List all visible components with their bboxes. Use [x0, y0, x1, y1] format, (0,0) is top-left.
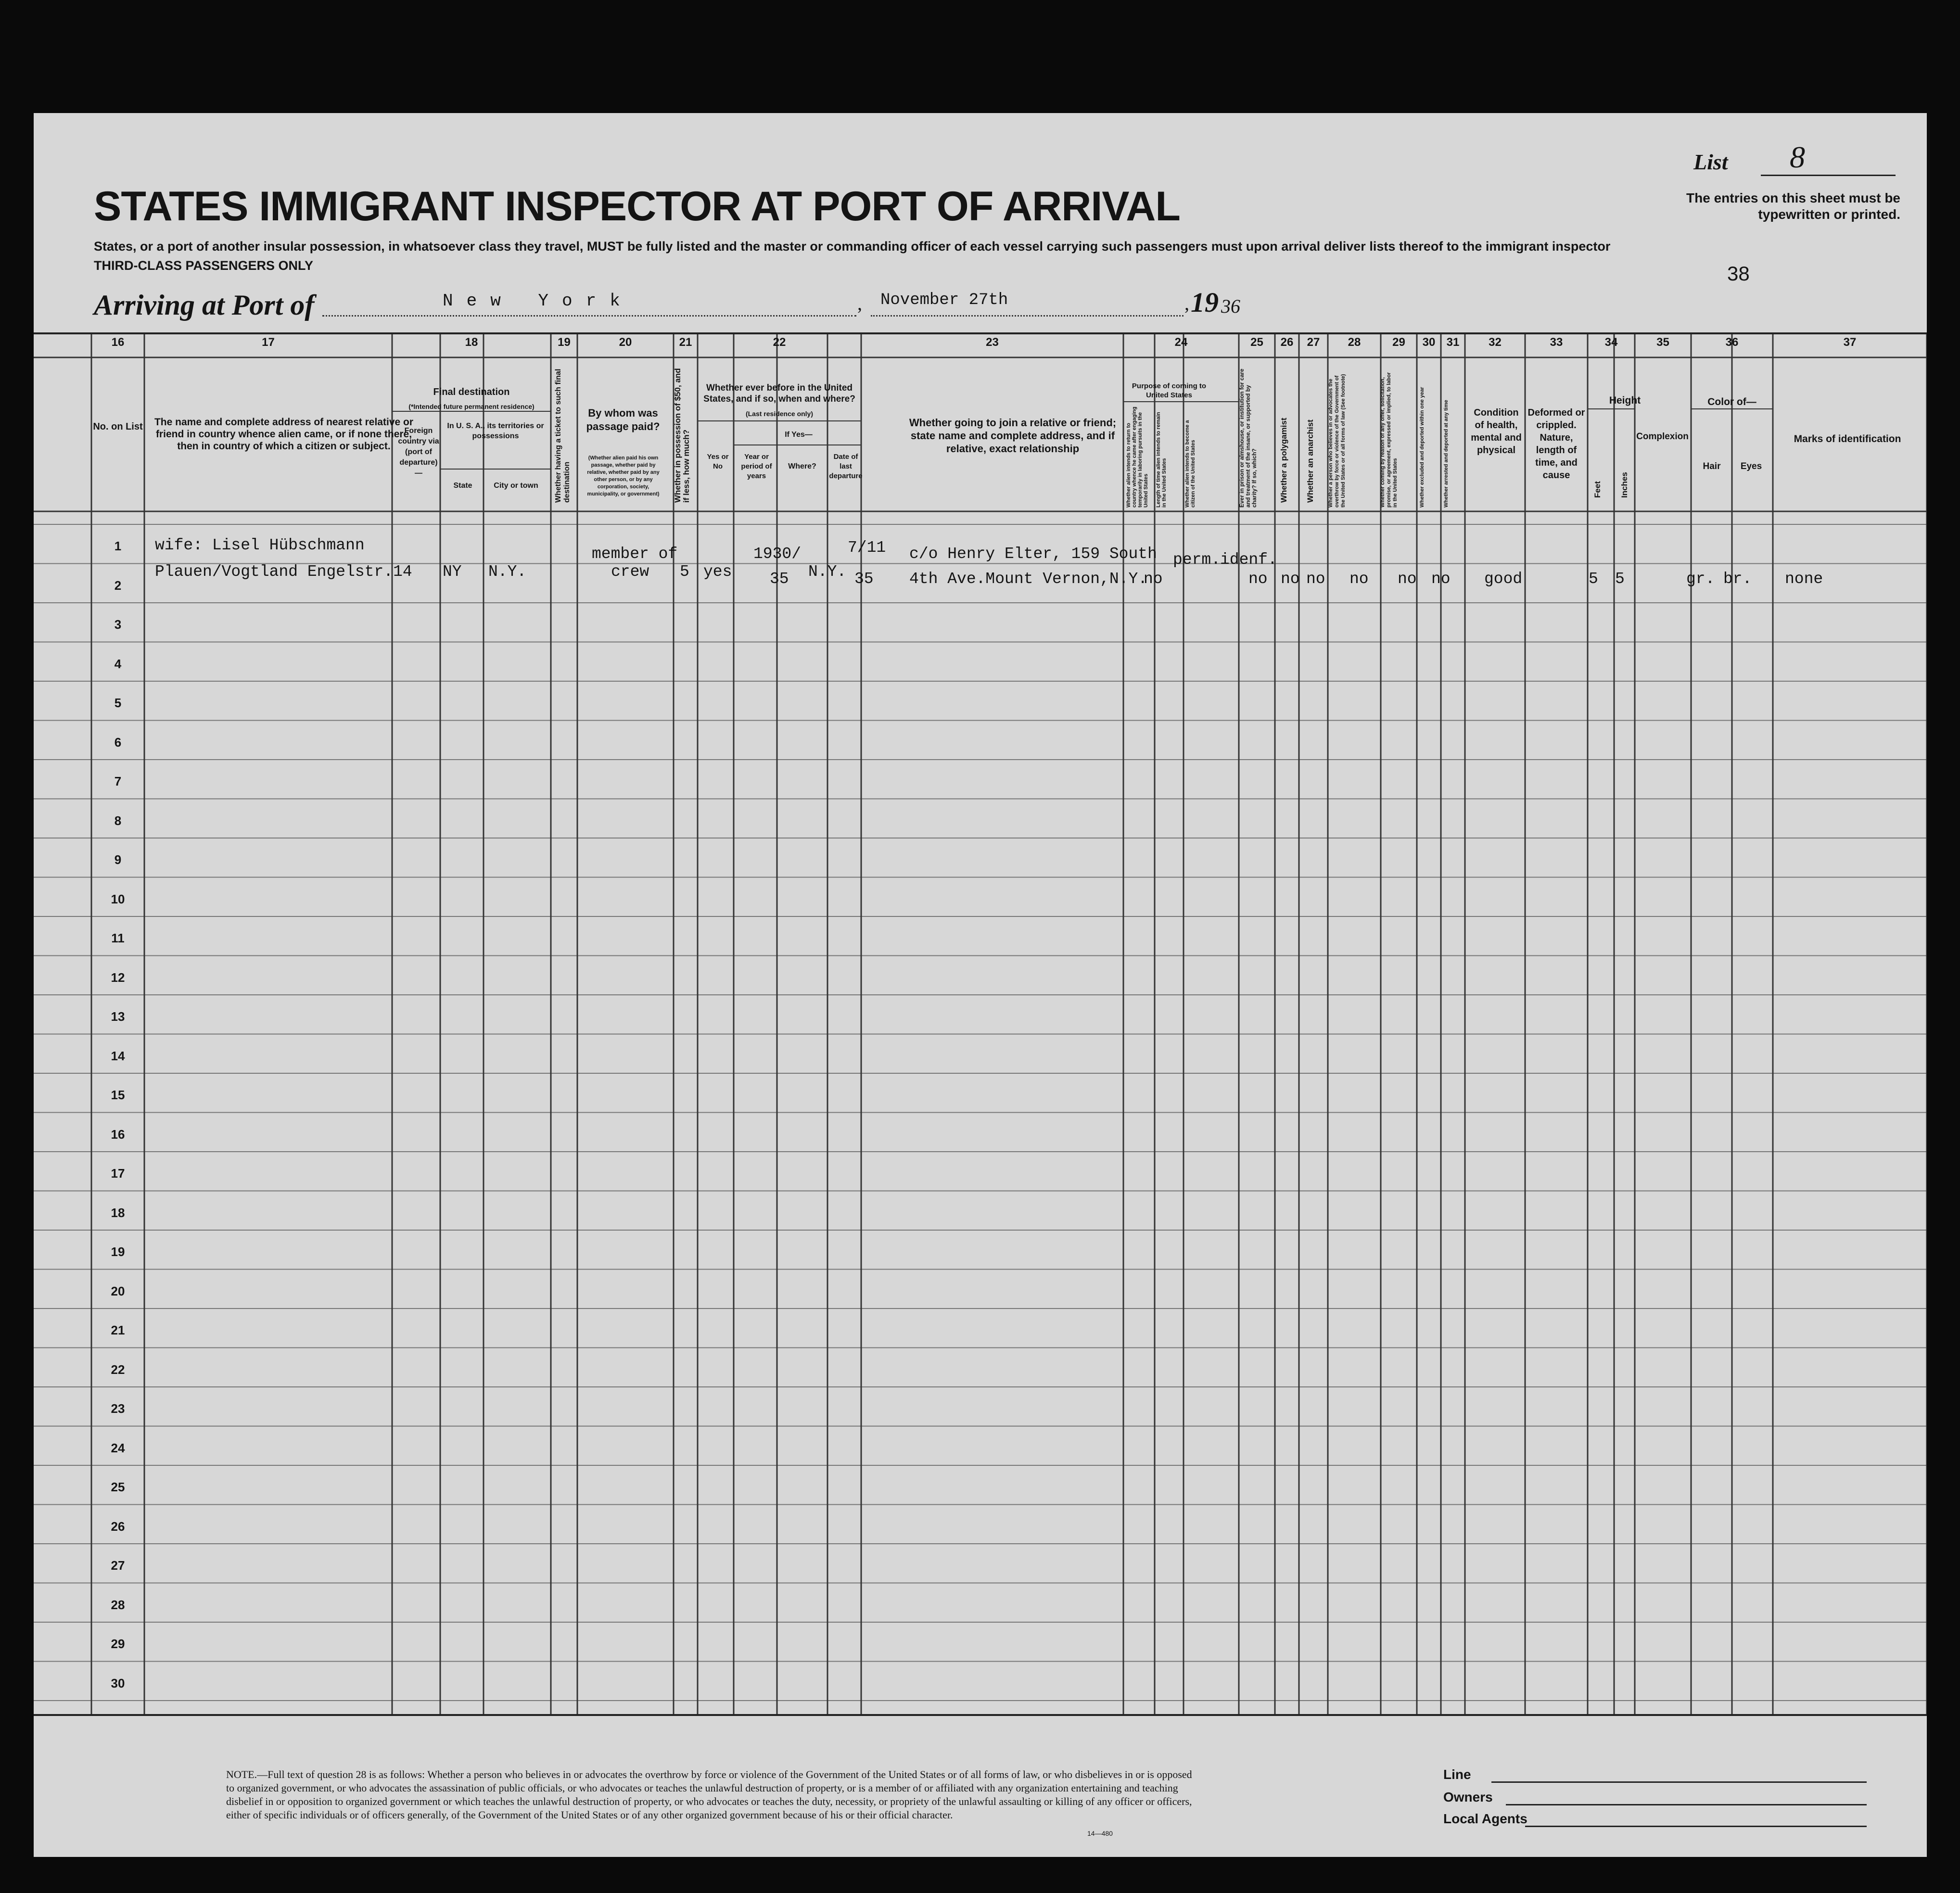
entry-hair: gr. — [1686, 570, 1715, 588]
class-note: THIRD-CLASS PASSENGERS ONLY — [94, 258, 314, 273]
header-no-on-list: No. on List — [93, 421, 143, 432]
header-marks: Marks of identification — [1794, 433, 1901, 445]
entry-before-yes: yes — [703, 563, 732, 581]
arriving-label: Arriving at Port of — [94, 289, 315, 321]
column-number: 23 — [986, 336, 999, 349]
row-number: 23 — [111, 1401, 125, 1416]
arrival-date: November 27th — [880, 291, 1008, 309]
entry-marks: none — [1785, 570, 1823, 588]
row-number: 21 — [111, 1323, 125, 1337]
row-number: 26 — [111, 1519, 125, 1534]
column-number: 18 — [465, 336, 478, 349]
comma: , — [857, 292, 862, 314]
column-number: 36 — [1725, 336, 1739, 349]
header-overthrow: Whether a person who believes in or advocates the overthrow by force or violence of the Government of the United States or of all forms of law (See footnote) — [1328, 374, 1346, 508]
entry-join-line2: 4th Ave.Mount Vernon,N.Y. — [909, 570, 1148, 588]
header-last-departure: Date of last departure — [829, 453, 863, 480]
column-number: 31 — [1446, 336, 1460, 349]
list-label: List — [1693, 150, 1728, 174]
form-number: 14—480 — [1087, 1829, 1113, 1837]
column-number: 27 — [1307, 336, 1320, 349]
row-number: 1 — [114, 539, 122, 553]
header-prison: Ever in prison or almshouse, or institution for care and treatment of the insane, or supported by charity? If so, which? — [1238, 368, 1258, 508]
row-number: 22 — [111, 1362, 125, 1377]
owners-label: Owners — [1443, 1790, 1493, 1804]
column-number: 21 — [679, 336, 692, 349]
row-number: 9 — [114, 852, 122, 867]
row-number: 17 — [111, 1166, 125, 1181]
entry-polygamist: no — [1281, 570, 1300, 588]
entry-city: N.Y. — [488, 563, 527, 581]
entry-purpose-citizen: idenf. — [1220, 551, 1277, 569]
column-number: 35 — [1656, 336, 1669, 349]
column-number: 22 — [773, 336, 786, 349]
column-number: 29 — [1392, 336, 1405, 349]
document-title: STATES IMMIGRANT INSPECTOR AT PORT OF ARRIVAL — [94, 183, 1180, 229]
entry-state: NY — [443, 563, 462, 581]
column-number: 34 — [1604, 336, 1618, 349]
manifest-sheet — [34, 113, 1927, 1857]
agents-underline — [1525, 1826, 1867, 1827]
entry-paid-line2: crew — [611, 563, 649, 581]
header-complexion: Complexion — [1636, 432, 1689, 442]
header-color: Color of— — [1707, 396, 1756, 407]
row-number: 10 — [111, 891, 125, 906]
entry-before-date-line2: 35 — [854, 570, 874, 588]
year-prefix: 19 — [1191, 287, 1219, 318]
entry-money: 5 — [680, 563, 689, 581]
row-number: 29 — [111, 1637, 125, 1651]
column-number: 30 — [1422, 336, 1436, 349]
header-health: Condition of health, mental and physical — [1471, 407, 1522, 456]
entry-prison: no — [1248, 570, 1268, 588]
table-grid — [34, 113, 1927, 1857]
column-number: 19 — [558, 336, 571, 349]
header-purpose-return: Whether alien intends to return to country whence he came after engaging temporarily in laboring pursuits in the United States — [1126, 407, 1149, 508]
header-height: Height — [1609, 395, 1641, 406]
header-passage-paid-note: (Whether alien paid his own passage, whether paid by relative, whether paid by any other person, or by any corporation, society, municipality, or government) — [587, 455, 660, 497]
entry-health: good — [1484, 570, 1523, 588]
row-number: 7 — [114, 774, 122, 788]
port-value: New York — [443, 291, 634, 311]
header-if-yes: If Yes— — [785, 431, 813, 439]
row-number: 25 — [111, 1480, 125, 1494]
entry-relative-line2: Plauen/Vogtland Engelstr.14 — [155, 563, 412, 581]
document-subtitle: States, or a port of another insular possession, in whatsoever class they travel, MUST be fully listed and the master or commanding officer of each vessel carrying such passengers must upon arrival deliver lists thereof to the immigrant inspector — [94, 239, 1611, 254]
date-underline — [871, 315, 1184, 317]
row-number: 30 — [111, 1676, 125, 1690]
header-offer: Whether coming by reason of any offer, solicitation, promise, or agreement, expressed or implied, to labor in the United States — [1380, 372, 1398, 508]
row-number: 6 — [114, 735, 122, 750]
row-number: 20 — [111, 1283, 125, 1298]
entry-before-year-line1: 1930/ — [753, 545, 802, 563]
entry-excluded: no — [1431, 570, 1451, 588]
column-number: 20 — [619, 336, 632, 349]
header-foreign-country: Foreign country via (port of departure)— — [398, 427, 439, 477]
header-money: Whether in possession of $50, and if less, how much? — [673, 368, 691, 503]
header-ever-before-note: (Last residence only) — [745, 410, 814, 418]
column-number: 26 — [1280, 336, 1294, 349]
entries-note: The entries on this sheet must be typewritten or printed. — [1686, 191, 1900, 222]
header-purpose: Purpose of coming to United States — [1132, 382, 1207, 399]
entry-offer: no — [1398, 570, 1417, 588]
row-number: 8 — [114, 813, 122, 828]
entry-before-year-line2: 35 — [770, 570, 789, 588]
row-number: 12 — [111, 970, 125, 985]
header-eyes: Eyes — [1740, 461, 1762, 471]
sheet-number: 38 — [1727, 262, 1750, 285]
column-number: 25 — [1250, 336, 1263, 349]
entry-before-where: N.Y. — [808, 563, 847, 581]
header-state: State — [453, 482, 472, 490]
footnote: NOTE.—Full text of question 28 is as follows: Whether a person who believes in or advocates the overthrow by force or violence of the Government of the United States or of all forms of law, or who disbelieves in or is opposed to organized government, or who advocates the assassination of public officials, or who advocates or teaches the unlawful destruction of property, or is a member of or affiliated with any organization entertaining and teaching disbelief in or opposition to organized government or which teaches the unlawful destruction of property, or who advocates or teaches the duty, necessity, or propriety of the unlawful assaulting or killing of any officer or officers, either of specific individuals or of officers generally, of the Government of the United States or of any other organized government because of his or their official character. — [226, 1768, 1192, 1821]
header-hair: Hair — [1703, 461, 1721, 471]
header-purpose-length: Length of time alien intends to remain in the United States — [1156, 412, 1167, 508]
header-anarchist: Whether an anarchist — [1306, 419, 1315, 503]
line-label: Line — [1443, 1767, 1471, 1782]
row-number: 24 — [111, 1440, 125, 1455]
row-number: 14 — [111, 1048, 125, 1063]
header-year-period: Year or period of years — [741, 453, 772, 480]
row-number: 15 — [111, 1088, 125, 1102]
header-passage-paid: By whom was passage paid? — [586, 407, 660, 432]
entry-relative-line1: wife: Lisel Hübschmann — [155, 536, 365, 554]
header-final-destination-note: (*Intended future permanent residence) — [408, 403, 535, 410]
port-underline — [322, 315, 856, 317]
year-suffix: 36 — [1221, 295, 1240, 317]
column-number: 33 — [1550, 336, 1563, 349]
column-number: 28 — [1348, 336, 1361, 349]
header-excluded: Whether excluded and deported within one year — [1419, 387, 1425, 508]
header-join-relative: Whether going to join a relative or friend; state name and complete address, and if relative, exact relationship — [909, 417, 1117, 455]
row-number: 4 — [114, 656, 122, 671]
column-number: 24 — [1174, 336, 1188, 349]
header-where: Where? — [788, 462, 816, 470]
column-number: 37 — [1843, 336, 1857, 349]
row-number: 2 — [114, 578, 122, 593]
row-number: 13 — [111, 1009, 125, 1024]
comma: , — [1184, 292, 1189, 314]
header-deformed: Deformed or crippled. Nature, length of time, and cause — [1527, 407, 1585, 481]
list-underline — [1761, 175, 1896, 176]
header-arrested: Whether arrested and deported at any time — [1443, 400, 1449, 508]
header-city: City or town — [494, 482, 538, 490]
row-number: 27 — [111, 1558, 125, 1573]
entry-join-line1: c/o Henry Elter, 159 South — [909, 545, 1157, 563]
column-number: 16 — [111, 336, 125, 349]
row-number: 28 — [111, 1597, 125, 1612]
row-number: 16 — [111, 1127, 125, 1142]
entry-paid-line1: member of — [592, 545, 678, 563]
header-purpose-citizen: Whether alien intends to become a citizen of the United States — [1184, 420, 1196, 508]
header-ticket: Whether having a ticket to such final destination — [554, 368, 571, 503]
row-number: 5 — [114, 696, 122, 710]
entry-inches: 5 — [1615, 570, 1625, 588]
owners-underline — [1506, 1804, 1867, 1805]
row-number: 11 — [111, 931, 125, 945]
header-feet: Feet — [1593, 481, 1602, 498]
entry-feet: 5 — [1589, 570, 1598, 588]
header-ever-before: Whether ever before in the United States, and if so, when and where? — [703, 383, 855, 404]
entry-anarchist: no — [1306, 570, 1325, 588]
header-nearest-relative: The name and complete address of nearest relative or friend in country whence alien came, or if none there, then in country of which a citizen or subject. — [154, 417, 414, 452]
agents-label: Local Agents — [1443, 1811, 1527, 1826]
header-final-destination: Final destination — [433, 387, 510, 397]
header-usa-territories: In U. S. A., its territories or possessions — [447, 422, 544, 440]
row-number: 3 — [114, 617, 122, 632]
entry-purpose-length: perm. — [1173, 551, 1221, 569]
header-polygamist: Whether a polygamist — [1279, 418, 1288, 503]
header-inches: Inches — [1620, 472, 1629, 498]
list-number: 8 — [1790, 140, 1805, 174]
row-number: 18 — [111, 1205, 125, 1220]
entry-purpose-return: no — [1144, 570, 1163, 588]
entry-eyes: br. — [1723, 570, 1752, 588]
column-number: 32 — [1489, 336, 1502, 349]
header-yes-no: Yes or No — [707, 453, 729, 470]
line-underline — [1491, 1781, 1867, 1783]
column-number: 17 — [262, 336, 275, 349]
entry-before-date-line1: 7/11 — [848, 539, 886, 557]
row-number: 19 — [111, 1245, 125, 1259]
entry-overthrow: no — [1349, 570, 1369, 588]
